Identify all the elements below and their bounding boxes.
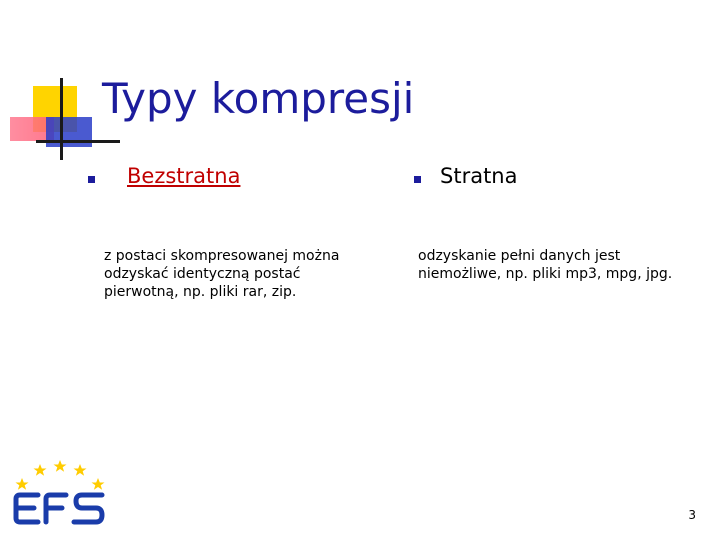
page-number: 3 bbox=[688, 508, 696, 522]
decor-horizontal-line bbox=[36, 140, 120, 143]
decor-vertical-line bbox=[60, 78, 63, 160]
logo-stars bbox=[16, 460, 105, 490]
lossy-heading: Stratna bbox=[440, 164, 518, 188]
lossless-heading-link[interactable]: Bezstratna bbox=[127, 164, 241, 188]
logo-letters bbox=[16, 495, 102, 522]
slide-title: Typy kompresji bbox=[102, 74, 415, 123]
bullet-icon bbox=[414, 176, 421, 183]
bullet-icon bbox=[88, 176, 95, 183]
lossy-description: odzyskanie pełni danych jest niemożliwe, np. pliki mp3, mpg, jpg. bbox=[418, 248, 673, 282]
lossless-description: z postaci skompresowanej można odzyskać identyczną postać pierwotną, np. pliki rar, zip. bbox=[104, 248, 340, 300]
efs-logo-icon bbox=[10, 458, 110, 528]
